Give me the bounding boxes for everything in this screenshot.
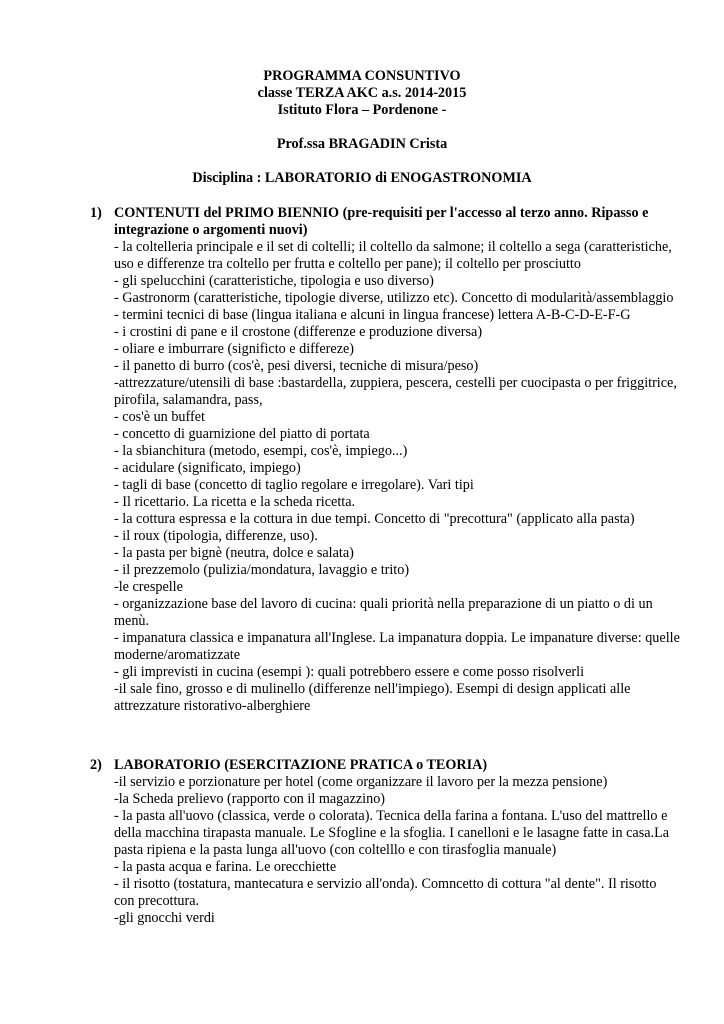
section-title: CONTENUTI del PRIMO BIENNIO (pre-requisiti per l'accesso al terzo anno. Ripasso e integrazione o argomenti nuovi) bbox=[114, 205, 649, 238]
list-item: - il prezzemolo (pulizia/mondatura, lavaggio e trito) bbox=[114, 562, 410, 578]
list-item: - la sbianchitura (metodo, esempi, cos'è, impiego...) bbox=[114, 443, 408, 459]
list-item: -attrezzature/utensili di base :bastardella, zuppiera, pescera, cestelli per cuocipasta o per friggitrice, pirofila, salamandra, pass, bbox=[114, 375, 677, 408]
section-number: 1) bbox=[90, 205, 102, 221]
list-item: -gli gnocchi verdi bbox=[114, 910, 215, 926]
list-item: - termini tecnici di base (lingua italiana e alcuni in lingua francese) lettera A-B-C-D-E-F-G bbox=[114, 307, 631, 323]
section-number: 2) bbox=[90, 757, 102, 773]
list-item: - la pasta per bignè (neutra, dolce e salata) bbox=[114, 545, 354, 561]
list-item: - concetto di guarnizione del piatto di portata bbox=[114, 426, 370, 442]
list-item: - gli imprevisti in cucina (esempi ): quali potrebbero essere e come posso risolverli bbox=[114, 664, 585, 680]
list-item: - tagli di base (concetto di taglio regolare e irregolare). Vari tipi bbox=[114, 477, 474, 493]
list-item: - cos'è un buffet bbox=[114, 409, 205, 425]
list-item: - Gastronorm (caratteristiche, tipologie diverse, utilizzo etc). Concetto di modularità/assemblaggio bbox=[114, 290, 674, 306]
doc-title: PROGRAMMA CONSUNTIVO bbox=[263, 68, 461, 84]
list-item: - la cottura espressa e la cottura in due tempi. Concetto di "precottura" (applicato alla pasta) bbox=[114, 511, 635, 527]
list-item: - i crostini di pane e il crostone (differenze e produzione diversa) bbox=[114, 324, 483, 340]
list-item: - il risotto (tostatura, mantecatura e servizio all'onda). Comncetto di cottura "al dente". Il risotto con precottura. bbox=[114, 876, 657, 909]
list-item: - organizzazione base del lavoro di cucina: quali priorità nella preparazione di un piatto o di un menù. bbox=[114, 596, 653, 629]
list-item: - la coltelleria principale e il set di coltelli; il coltello da salmone; il coltello a sega (caratteristiche, uso e differenze tra coltello per frutta e coltello per pane); il coltello per prosciutto bbox=[114, 239, 672, 272]
doc-teacher: Prof.ssa BRAGADIN Crista bbox=[276, 136, 448, 152]
section-body bbox=[114, 757, 680, 927]
doc-discipline: Disciplina : LABORATORIO di ENOGASTRONOMIA bbox=[192, 170, 532, 186]
list-item: - Il ricettario. La ricetta e la scheda ricetta. bbox=[114, 494, 356, 510]
section-prerequisites bbox=[90, 205, 680, 715]
list-item: - acidulare (significato, impiego) bbox=[114, 460, 301, 476]
list-item: - la pasta all'uovo (classica, verde o colorata). Tecnica della farina a fontana. L'uso del mattrello e della macchina tirapasta manuale. Le Sfogline e la sfoglia. I canelloni e le lasagne fatte in casa.La pasta ripiena e la pasta lunga all'uovo (con coltelllo e con tirasfoglia manuale) bbox=[114, 808, 670, 858]
list-item: -il sale fino, grosso e di mulinello (differenze nell'impiego). Esempi di design applicati alle attrezzature ristorativo-alberghiere bbox=[114, 681, 631, 714]
doc-school: Istituto Flora – Pordenone - bbox=[277, 102, 447, 118]
list-item: - il panetto di burro (cos'è, pesi diversi, tecniche di misura/peso) bbox=[114, 358, 479, 374]
section-title: LABORATORIO (ESERCITAZIONE PRATICA o TEORIA) bbox=[114, 757, 488, 773]
list-item: -la Scheda prelievo (rapporto con il magazzino) bbox=[114, 791, 386, 807]
list-item: - gli spelucchini (caratteristiche, tipologia e uso diverso) bbox=[114, 273, 434, 289]
list-item: - impanatura classica e impanatura all'Inglese. La impanatura doppia. Le impanature diverse: quelle moderne/aromatizzate bbox=[114, 630, 680, 663]
doc-class-year: classe TERZA AKC a.s. 2014-2015 bbox=[257, 85, 467, 101]
list-item: -le crespelle bbox=[114, 579, 183, 595]
list-item: -il servizio e porzionature per hotel (come organizzare il lavoro per la mezza pensione) bbox=[114, 774, 608, 790]
list-item: - la pasta acqua e farina. Le orecchiette bbox=[114, 859, 337, 875]
list-item: - oliare e imburrare (significto e differeze) bbox=[114, 341, 355, 357]
section-body bbox=[114, 205, 680, 715]
section-laboratory bbox=[90, 757, 680, 927]
list-item: - il roux (tipologia, differenze, uso). bbox=[114, 528, 318, 544]
